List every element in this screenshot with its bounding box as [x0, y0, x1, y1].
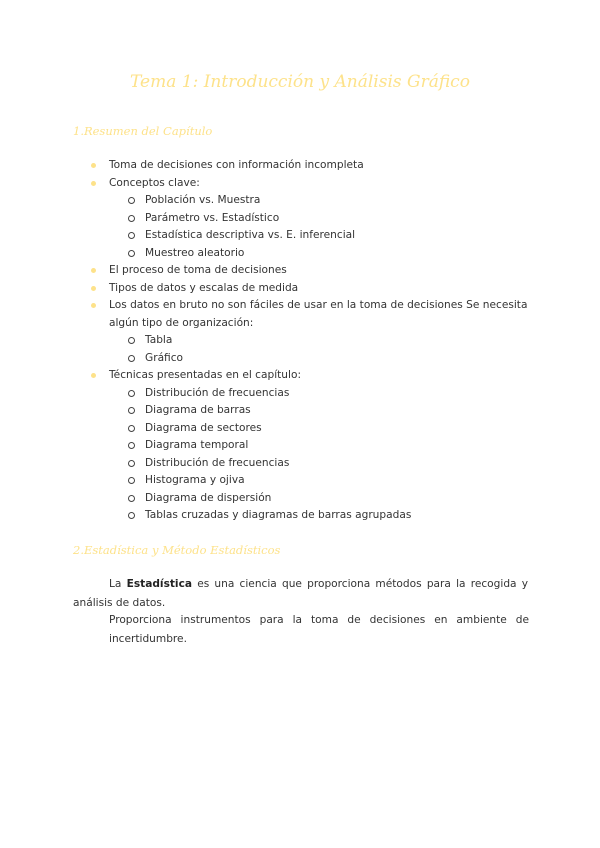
bullet-circle-icon	[128, 442, 135, 449]
bullet-circle-icon	[128, 477, 135, 484]
list-item	[109, 367, 529, 525]
sub-list-item-text: Parámetro vs. Estadístico	[145, 211, 280, 224]
sub-list-item	[145, 210, 529, 228]
sub-list	[109, 192, 529, 262]
sub-list-item-text: Diagrama de dispersión	[145, 491, 272, 504]
sub-list-item	[145, 385, 529, 403]
sub-list-item	[145, 420, 529, 438]
sub-list-item	[145, 507, 529, 525]
bullet-circle-icon	[128, 232, 135, 239]
sub-list-item-text: Diagrama temporal	[145, 439, 249, 451]
bullet-dot-icon	[91, 163, 96, 168]
sub-list	[109, 332, 529, 367]
sub-list-item-text: Distribución de frecuencias	[145, 456, 290, 469]
bullet-circle-icon	[128, 215, 135, 222]
paragraph-prefix: La	[109, 578, 127, 590]
list-item-text: Conceptos clave:	[109, 176, 200, 189]
list-item-text: Los datos en bruto no son fáciles de usar en la toma de decisiones Se necesita algún tipo de organización:	[109, 299, 528, 329]
sub-list-item	[145, 192, 529, 210]
paragraph-instruments: Proporciona instrumentos para la toma de decisiones en ambiente de incertidumbre.	[109, 614, 529, 645]
section-heading-estadistica: 2.Estadística y Método Estadísticos	[73, 543, 281, 557]
sub-list	[109, 385, 529, 525]
bullet-circle-icon	[128, 337, 135, 344]
sub-list-item-text: Diagrama de sectores	[145, 421, 262, 434]
sub-list-item-text: Población vs. Muestra	[145, 194, 261, 206]
sub-list-item	[145, 332, 529, 350]
bullet-dot-icon	[91, 373, 96, 378]
bullet-dot-icon	[91, 286, 96, 291]
sub-list-item	[145, 350, 529, 368]
sub-list-item-text: Tabla	[145, 334, 173, 346]
list-item	[109, 297, 529, 367]
bullet-dot-icon	[91, 181, 96, 186]
sub-list-item	[145, 245, 529, 263]
sub-list-item-text: Muestreo aleatorio	[145, 246, 245, 259]
bullet-circle-icon	[128, 197, 135, 204]
sub-list-item	[145, 472, 529, 490]
list-item-text: Toma de decisiones con información incompleta	[109, 159, 364, 171]
bullet-circle-icon	[128, 512, 135, 519]
section-heading-resumen: 1.Resumen del Capítulo	[73, 124, 213, 138]
bullet-circle-icon	[128, 460, 135, 467]
list-item-text: Tipos de datos y escalas de medida	[109, 281, 299, 294]
list-item-text: Técnicas presentadas en el capítulo:	[109, 369, 302, 381]
paragraph-definition	[73, 575, 528, 613]
page-title: Tema 1: Introducción y Análisis Gráfico	[130, 72, 470, 92]
bullet-dot-icon	[91, 303, 96, 308]
bullet-circle-icon	[128, 390, 135, 397]
bullet-circle-icon	[128, 407, 135, 414]
list-item	[109, 157, 529, 175]
summary-list	[109, 157, 529, 525]
sub-list-item	[145, 437, 529, 455]
bullet-circle-icon	[128, 355, 135, 362]
bullet-circle-icon	[128, 250, 135, 257]
sub-list-item-text: Tablas cruzadas y diagramas de barras agrupadas	[145, 509, 412, 521]
sub-list-item	[145, 490, 529, 508]
list-item-text: El proceso de toma de decisiones	[109, 264, 287, 276]
list-item	[109, 280, 529, 298]
bold-term: Estadística	[126, 578, 192, 590]
sub-list-item-text: Histograma y ojiva	[145, 474, 245, 486]
sub-list-item	[145, 402, 529, 420]
sub-list-item-text: Diagrama de barras	[145, 404, 251, 416]
bullet-circle-icon	[128, 495, 135, 502]
sub-list-item	[145, 455, 529, 473]
sub-list-item	[145, 227, 529, 245]
list-item	[109, 262, 529, 280]
sub-list-item-text: Gráfico	[145, 351, 184, 364]
bullet-circle-icon	[128, 425, 135, 432]
list-item	[109, 175, 529, 263]
sub-list-item-text: Estadística descriptiva vs. E. inferencial	[145, 229, 356, 241]
bullet-dot-icon	[91, 268, 96, 273]
sub-list-item-text: Distribución de frecuencias	[145, 386, 290, 399]
paragraph-suffix: es una ciencia que proporciona métodos para la recogida y análisis de datos.	[73, 578, 528, 609]
